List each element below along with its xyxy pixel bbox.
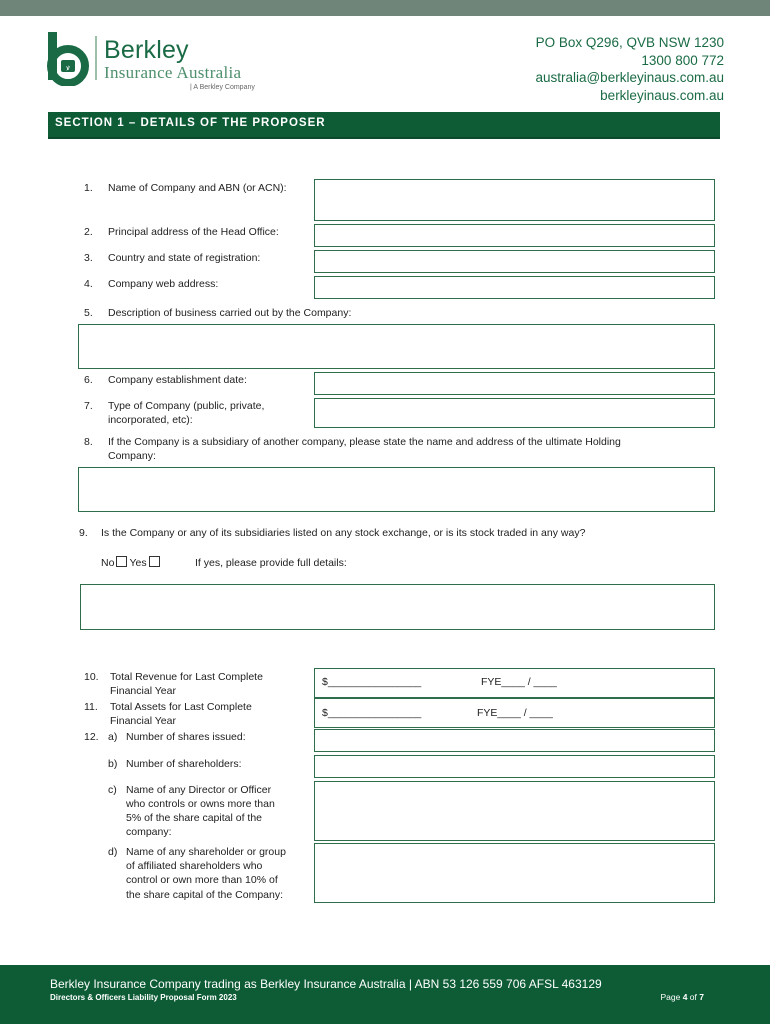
holding-company-field[interactable] xyxy=(78,467,715,512)
top-bar xyxy=(0,0,770,16)
page-current: 4 xyxy=(682,992,688,1002)
yes-checkbox[interactable] xyxy=(149,556,160,567)
footer-company-line: Berkley Insurance Company trading as Berkley Insurance Australia | ABN 53 126 559 706 AFSL 463129 xyxy=(50,977,602,991)
q12d-line1: Name of any shareholder or group xyxy=(126,846,286,858)
q12a-number: a) xyxy=(108,731,118,743)
contact-address: PO Box Q296, QVB NSW 1230 xyxy=(535,35,724,50)
q8-label-line1: If the Company is a subsidiary of another company, please state the name and address of the ultimate Holding xyxy=(108,436,621,448)
q9-label: Is the Company or any of its subsidiaries listed on any stock exchange, or is its stock traded in any way? xyxy=(101,527,586,539)
contact-block xyxy=(535,34,724,104)
yes-label: Yes xyxy=(129,557,147,569)
section-header xyxy=(48,112,720,139)
footer xyxy=(0,965,770,1024)
q7-label-line1: Type of Company (public, private, xyxy=(108,400,265,412)
shareholders-count-field[interactable] xyxy=(314,755,715,778)
q7-number: 7. xyxy=(84,400,93,412)
q4-label: Company web address: xyxy=(108,278,219,290)
q9-options xyxy=(101,556,162,570)
revenue-fye: FYE____ / ____ xyxy=(481,676,557,688)
q12c-line4: company: xyxy=(126,826,172,838)
footer-form-title: Directors & Officers Liability Proposal Form 2023 xyxy=(50,993,237,1002)
q6-label: Company establishment date: xyxy=(108,374,247,386)
q10-number: 10. xyxy=(84,671,99,683)
q12d-line3: control or own more than 10% of xyxy=(126,874,278,886)
q12b-number: b) xyxy=(108,758,118,770)
business-description-field[interactable] xyxy=(78,324,715,369)
q12c-number: c) xyxy=(108,784,117,796)
q12-number: 12. xyxy=(84,731,99,743)
no-label: No xyxy=(101,557,115,569)
q12d-line2: of affiliated shareholders who xyxy=(126,860,263,872)
q6-number: 6. xyxy=(84,374,93,386)
q12d-line4: the share capital of the Company: xyxy=(126,889,284,901)
page-of: of xyxy=(689,992,697,1002)
establishment-date-field[interactable] xyxy=(314,372,715,395)
contact-phone: 1300 800 772 xyxy=(641,52,724,68)
q10-label-line1: Total Revenue for Last Complete xyxy=(110,671,263,683)
revenue-amount: $________________ xyxy=(322,676,422,688)
q5-label: Description of business carried out by the Company: xyxy=(108,307,352,319)
registration-country-field[interactable] xyxy=(314,250,715,273)
q8-label-line2: Company: xyxy=(108,450,156,462)
contact-email[interactable]: australia@berkleyinaus.com.au xyxy=(535,70,724,85)
q2-label: Principal address of the Head Office: xyxy=(108,226,279,238)
q12c-line3: 5% of the share capital of the xyxy=(126,812,263,824)
shareholder-10pct-field[interactable] xyxy=(314,843,715,903)
director-officer-5pct-field[interactable] xyxy=(314,781,715,841)
q11-label-line1: Total Assets for Last Complete xyxy=(110,701,252,713)
q9-number: 9. xyxy=(79,527,88,539)
company-web-address-field[interactable] xyxy=(314,276,715,299)
q10-label-line2: Financial Year xyxy=(110,685,176,697)
no-checkbox[interactable] xyxy=(116,556,127,567)
total-assets-field[interactable] xyxy=(314,698,715,728)
q11-label-line2: Financial Year xyxy=(110,715,176,727)
section-title: SECTION 1 – DETAILS OF THE PROPOSER xyxy=(55,117,326,129)
brand-subtitle: Insurance Australia xyxy=(104,63,242,82)
q12c-line2: who controls or owns more than xyxy=(126,798,275,810)
q4-number: 4. xyxy=(84,278,93,290)
q5-number: 5. xyxy=(84,307,93,319)
q12a-label: Number of shares issued: xyxy=(126,731,246,743)
logo-divider xyxy=(95,36,97,80)
q11-number: 11. xyxy=(84,701,98,713)
q1-label: Name of Company and ABN (or ACN): xyxy=(108,182,287,194)
page-number xyxy=(660,992,704,1002)
assets-fye: FYE____ / ____ xyxy=(477,707,553,719)
brand-name: Berkley xyxy=(104,36,189,64)
brand-tagline: | A Berkley Company xyxy=(190,84,255,91)
svg-text:ꝟ: ꝟ xyxy=(66,64,70,72)
q12d-number: d) xyxy=(108,846,118,858)
page-total: 7 xyxy=(699,992,704,1002)
berkley-logo-icon xyxy=(46,30,106,86)
q3-number: 3. xyxy=(84,252,93,264)
assets-amount: $________________ xyxy=(322,707,422,719)
shares-issued-field[interactable] xyxy=(314,729,715,752)
q8-number: 8. xyxy=(84,436,93,448)
q9-details-label: If yes, please provide full details: xyxy=(195,557,347,569)
page-prefix: Page xyxy=(660,992,681,1002)
q1-number: 1. xyxy=(84,182,93,194)
company-name-abn-field[interactable] xyxy=(314,179,715,221)
contact-website[interactable]: berkleyinaus.com.au xyxy=(600,87,724,103)
q7-label-line2: incorporated, etc): xyxy=(108,414,193,426)
q3-label: Country and state of registration: xyxy=(108,252,261,264)
q12c-line1: Name of any Director or Officer xyxy=(126,784,272,796)
q2-number: 2. xyxy=(84,226,93,238)
head-office-address-field[interactable] xyxy=(314,224,715,247)
company-type-field[interactable] xyxy=(314,398,715,428)
stock-exchange-details-field[interactable] xyxy=(80,584,715,630)
q12b-label: Number of shareholders: xyxy=(126,758,242,770)
total-revenue-field[interactable] xyxy=(314,668,715,698)
